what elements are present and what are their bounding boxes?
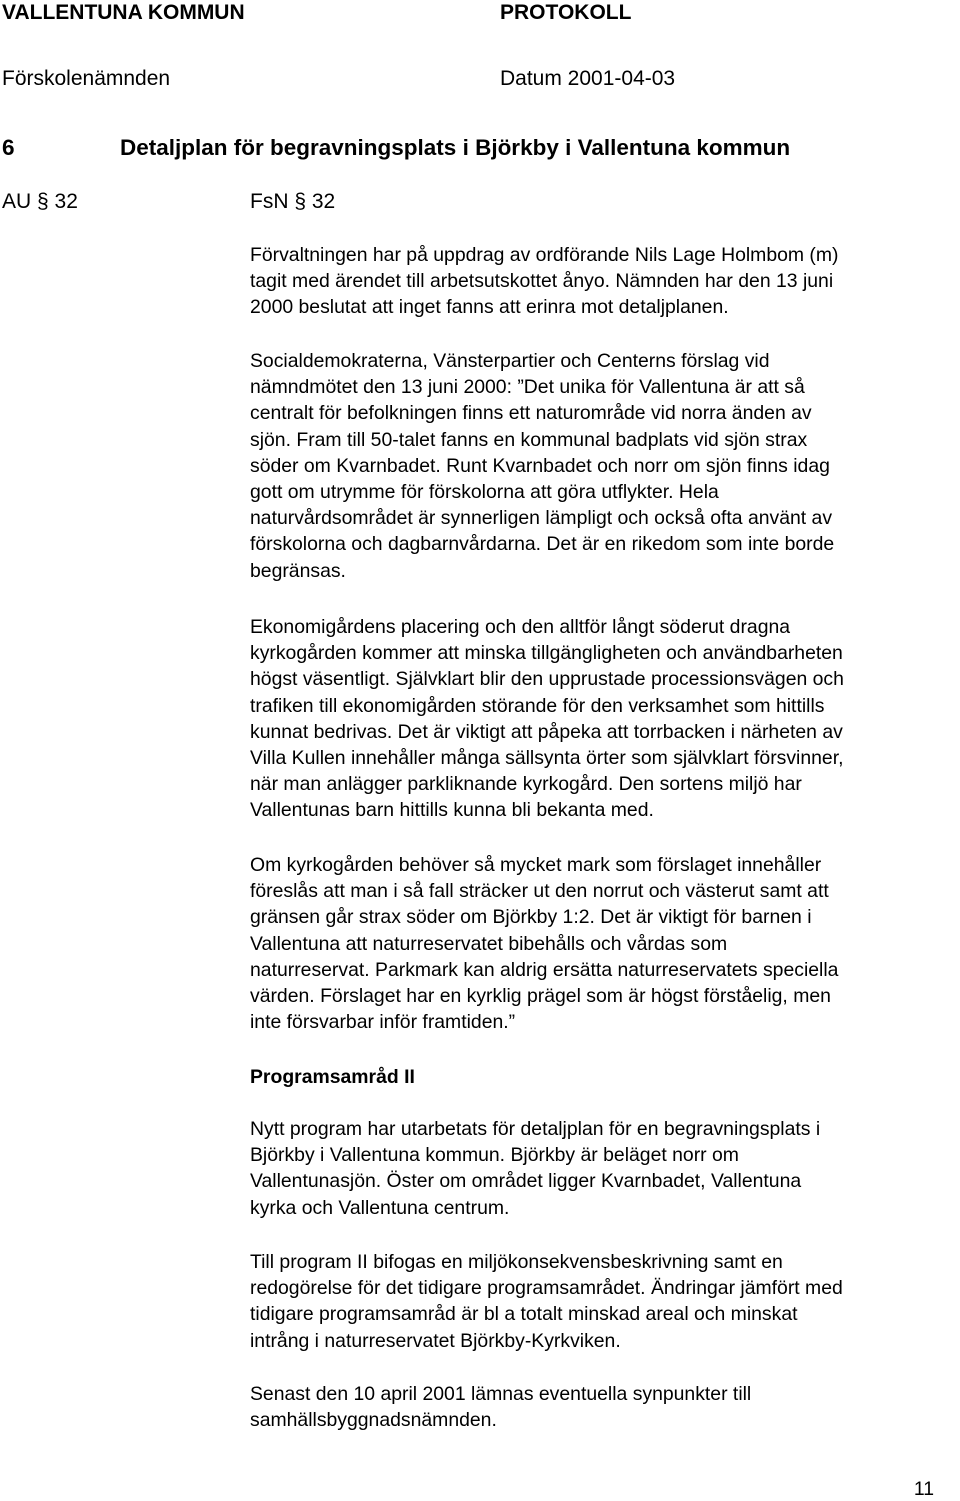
text-line: Vallentunas barn hittills kunna bli bekanta med. [250,799,654,822]
text-line: centralt för befolkningen finns ett naturområde vid norra änden av [250,402,812,425]
text-line: gott om utrymme för förskolorna att göra utflykter. Hela [250,481,719,504]
text-line: högst väsentligt. Självklart blir den upprustade processionsvägen och [250,668,844,691]
text-line: föreslås att man i så fall sträcker ut den norrut och västerut samt att [250,880,829,903]
text-line: naturvårdsområdet är synnerligen lämpligt och också ofta använt av [250,507,833,530]
committee-name: Förskolenämnden [2,67,171,90]
text-line: 2000 beslutat att inget fanns att erinra mot detaljplanen. [250,296,729,319]
text-line: kunnat bedrivas. Det är viktigt att påpeka att torrbacken i närheten av [250,720,843,743]
text-line: Till program II bifogas en miljökonsekvensbeskrivning samt en [250,1251,783,1273]
text-line: tidigare programsamråd är bl a totalt minskad areal och minskat [250,1303,798,1326]
meeting-date: Datum 2001-04-03 [500,67,676,90]
text-line: Björkby i Vallentuna kommun. Björkby är beläget norr om [250,1144,739,1167]
text-line: Ekonomigårdens placering och den alltför långt söderut dragna [250,616,791,638]
text-line: Nytt program har utarbetats för detaljplan för en begravningsplats i [250,1118,821,1140]
text-line: Senast den 10 april 2001 lämnas eventuella synpunkter till [250,1383,752,1405]
text-line: förskolorna och dagbarnvårdarna. Det är en rikedom som inte borde [250,533,835,556]
text-line: när man anlägger parkliknande kyrkogård. Den sortens miljö har [250,773,802,796]
text-line: nämndmötet den 13 juni 2000: ”Det unika för Vallentuna är att så [250,376,805,399]
page-number: 11 [913,1478,934,1500]
paragraph-background [250,242,960,321]
organization-name: VALLENTUNA KOMMUN [2,1,245,24]
text-line: sjön. Fram till 50-talet fanns en kommunal badplats vid sjön strax [250,428,808,451]
item-number: 6 [2,135,15,160]
paragraph-attachments [250,1249,960,1354]
au-reference: AU § 32 [2,190,78,213]
text-line: kyrkogården kommer att minska tillgängligheten och användbarheten [250,642,843,665]
paragraph-economy-yard [250,614,960,824]
text-line: redogörelse för det tidigare programsamrådet. Ändringar jämfört med [250,1277,843,1300]
text-line: begränsas. [250,559,346,582]
text-line: gränsen går strax söder om Björkby 1:2. Det är viktigt för barnen i [250,906,812,929]
paragraph-party-proposal [250,348,960,584]
text-line: kyrka och Vallentuna centrum. [250,1196,510,1219]
text-line: Om kyrkogården behöver så mycket mark som förslaget innehåller [250,854,822,876]
text-line: Vallentuna att naturreservatet bibehålls och vårdas som [250,932,728,955]
text-line: Vallentunasjön. Öster om området ligger Kvarnbadet, Vallentuna [250,1170,802,1193]
text-line: söder om Kvarnbadet. Runt Kvarnbadet och norr om sjön finns idag [250,454,830,477]
text-line: naturreservat. Parkmark kan aldrig ersätta naturreservatets speciella [250,958,839,981]
text-line: inte försvarbar inför framtiden.” [250,1011,516,1034]
paragraph-land-use [250,852,960,1035]
text-line: Villa Kullen innehåller många sällsynta örter som självklart försvinner, [250,747,844,770]
document-type: PROTOKOLL [500,1,632,24]
paragraph-new-program [250,1116,960,1221]
paragraph-deadline [250,1381,960,1433]
text-line: samhällsbyggnadsnämnden. [250,1409,497,1432]
text-line: intrång i naturreservatet Björkby-Kyrkviken. [250,1329,621,1352]
text-line: tagit med ärendet till arbetsutskottet ånyo. Nämnden har den 13 juni [250,270,834,293]
item-title: Detaljplan för begravningsplats i Björkby i Vallentuna kommun [120,135,791,160]
text-line: värden. Förslaget har en kyrklig prägel som är högst förståelig, men [250,985,831,1008]
section-subheading: Programsamråd II [250,1066,415,1088]
text-line: Socialdemokraterna, Vänsterpartier och Centerns förslag vid [250,350,770,372]
text-line: trafiken till ekonomigården störande för den verksamhet som hittills [250,694,825,717]
fsn-reference: FsN § 32 [250,190,336,213]
text-line: Förvaltningen har på uppdrag av ordförande Nils Lage Holmbom (m) [250,244,839,266]
